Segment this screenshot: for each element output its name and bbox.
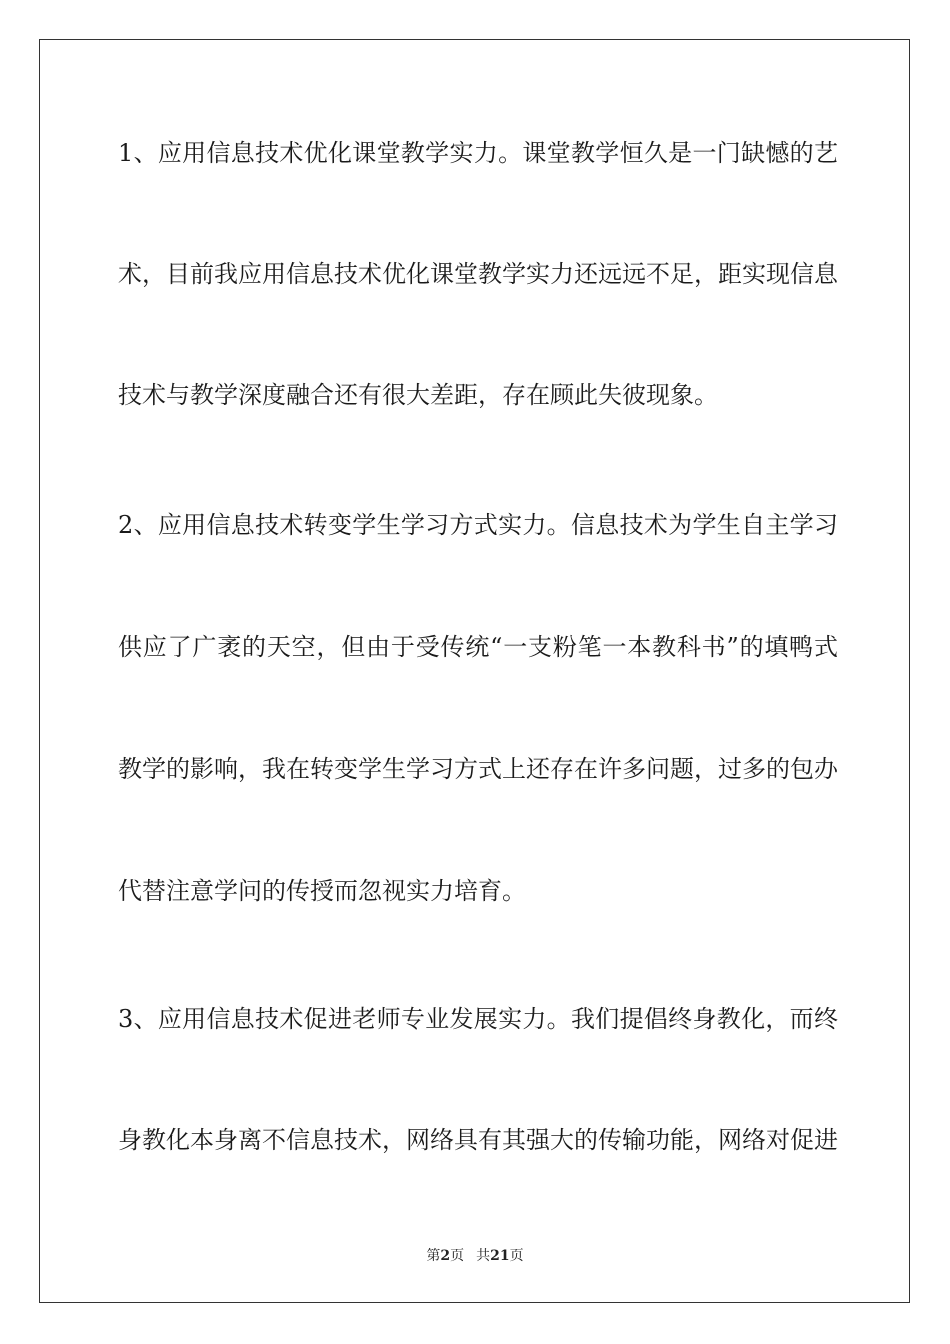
page-number: 2 (440, 1248, 451, 1264)
text-line-4: 2、应用信息技术转变学生学习方式实力。信息技术为学生自主学习 (118, 511, 838, 539)
text-line-2: 术，目前我应用信息技术优化课堂教学实力还远远不足，距实现信息 (118, 260, 838, 288)
text-line-9: 身教化本身离不信息技术，网络具有其强大的传输功能，网络对促进 (118, 1126, 838, 1154)
page-prefix: 第 (426, 1248, 441, 1264)
text-line-1: 1、应用信息技术优化课堂教学实力。课堂教学恒久是一门缺憾的艺 (118, 139, 838, 167)
text-line-6: 教学的影响，我在转变学生学习方式上还存在许多问题，过多的包办 (118, 755, 838, 783)
text-line-8: 3、应用信息技术促进老师专业发展实力。我们提倡终身教化，而终 (118, 1005, 838, 1033)
text-line-3: 技术与教学深度融合还有很大差距，存在顾此失彼现象。 (118, 381, 718, 409)
total-pages: 21 (490, 1248, 510, 1264)
total-prefix: 共 (476, 1248, 491, 1264)
text-line-5: 供应了广袤的天空，但由于受传统“一支粉笔一本教科书”的填鸭式 (118, 633, 838, 661)
total-suffix: 页 (509, 1248, 524, 1264)
page-border (39, 39, 910, 1303)
page-suffix: 页 (450, 1248, 465, 1264)
text-line-7: 代替注意学问的传授而忽视实力培育。 (118, 877, 526, 905)
page-footer (0, 1246, 950, 1266)
